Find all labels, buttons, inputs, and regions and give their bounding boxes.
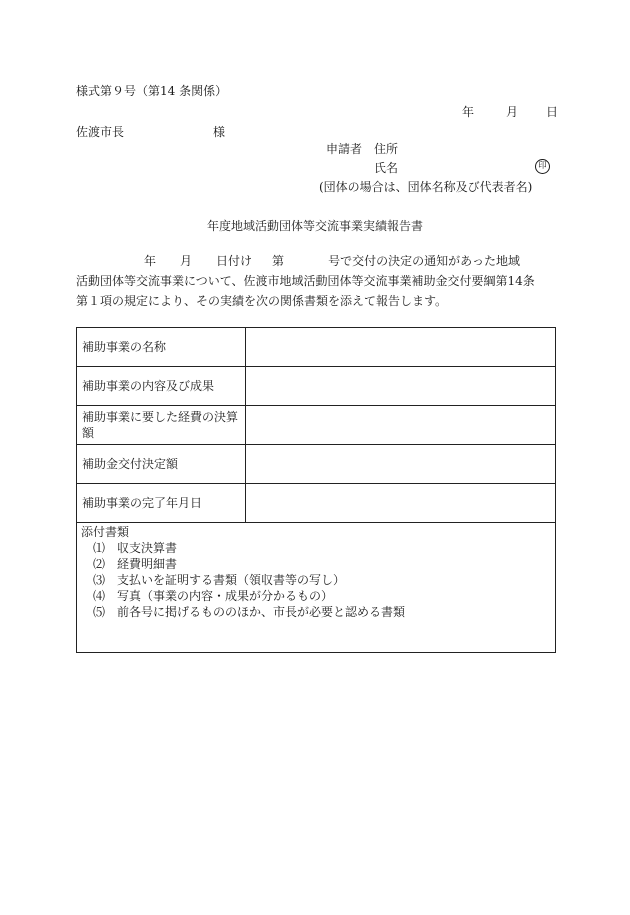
row-label: 補助事業に要した経費の決算額 [77, 406, 246, 445]
attachment-number: ⑵ [93, 557, 106, 571]
attachments-cell [77, 523, 556, 653]
addressee-line [76, 125, 226, 140]
seal-mark: 印 [535, 159, 550, 174]
address-label: 住所 [374, 142, 399, 156]
attachment-item [81, 588, 555, 604]
attachments-title: 添付書類 [81, 525, 130, 539]
body-month: 月 [180, 254, 193, 268]
addressee: 佐渡市長 [76, 125, 125, 139]
row-value-field[interactable] [246, 484, 556, 523]
attachment-text: 写真（事業の内容・成果が分かるもの） [117, 589, 334, 603]
applicant-label: 申請者 [326, 142, 363, 156]
row-value-field[interactable] [246, 406, 556, 445]
form-number: 様式第９号（第14 条関係） [76, 84, 228, 98]
date-line [462, 105, 558, 120]
attachment-item [81, 572, 555, 588]
date-day: 日 [546, 105, 559, 119]
table-row [77, 367, 556, 406]
attachment-item [81, 540, 555, 556]
table-row [77, 328, 556, 367]
body-line-2: 活動団体等交流事業について、佐渡市地域活動団体等交流事業補助金交付要綱第14条 [76, 274, 535, 288]
row-label: 補助事業の完了年月日 [77, 484, 246, 523]
row-label: 補助金交付決定額 [77, 445, 246, 484]
body-number-prefix: 第 [272, 254, 285, 268]
table-row [77, 406, 556, 445]
document-title: 年度地域活動団体等交流事業実績報告書 [206, 219, 423, 233]
row-label: 補助事業の内容及び成果 [77, 367, 246, 406]
attachment-number: ⑸ [93, 605, 106, 619]
organization-note: (団体の場合は、団体名称及び代表者名) [319, 180, 533, 194]
body-line-3: 第１項の規定により、その実績を次の関係書類を添えて報告します。 [76, 294, 448, 308]
row-label: 補助事業の名称 [77, 328, 246, 367]
body-paragraph [76, 251, 556, 311]
row-value-field[interactable] [246, 445, 556, 484]
attachment-item [81, 604, 555, 620]
body-line-1 [76, 251, 556, 271]
date-month: 月 [506, 105, 519, 119]
report-table [76, 327, 556, 653]
table-row [77, 445, 556, 484]
attachment-number: ⑴ [93, 541, 106, 555]
attachment-item [81, 556, 555, 572]
honorific: 様 [213, 125, 226, 139]
attachment-text: 支払いを証明する書類（領収書等の写し） [117, 573, 346, 587]
body-year: 年 [144, 254, 157, 268]
table-row [77, 484, 556, 523]
row-value-field[interactable] [246, 328, 556, 367]
attachment-number: ⑷ [93, 589, 106, 603]
attachment-text: 経費明細書 [117, 557, 178, 571]
name-label: 氏名 [374, 161, 399, 175]
body-day: 日付け [216, 254, 253, 268]
attachments-row [77, 523, 556, 653]
row-value-field[interactable] [246, 367, 556, 406]
attachment-number: ⑶ [93, 573, 106, 587]
attachment-text: 前各号に掲げるもののほか、市長が必要と認める書類 [117, 605, 406, 619]
attachment-text: 収支決算書 [117, 541, 178, 555]
body-line-1-tail: 号で交付の決定の通知があった地域 [328, 254, 520, 268]
date-year: 年 [462, 105, 475, 119]
